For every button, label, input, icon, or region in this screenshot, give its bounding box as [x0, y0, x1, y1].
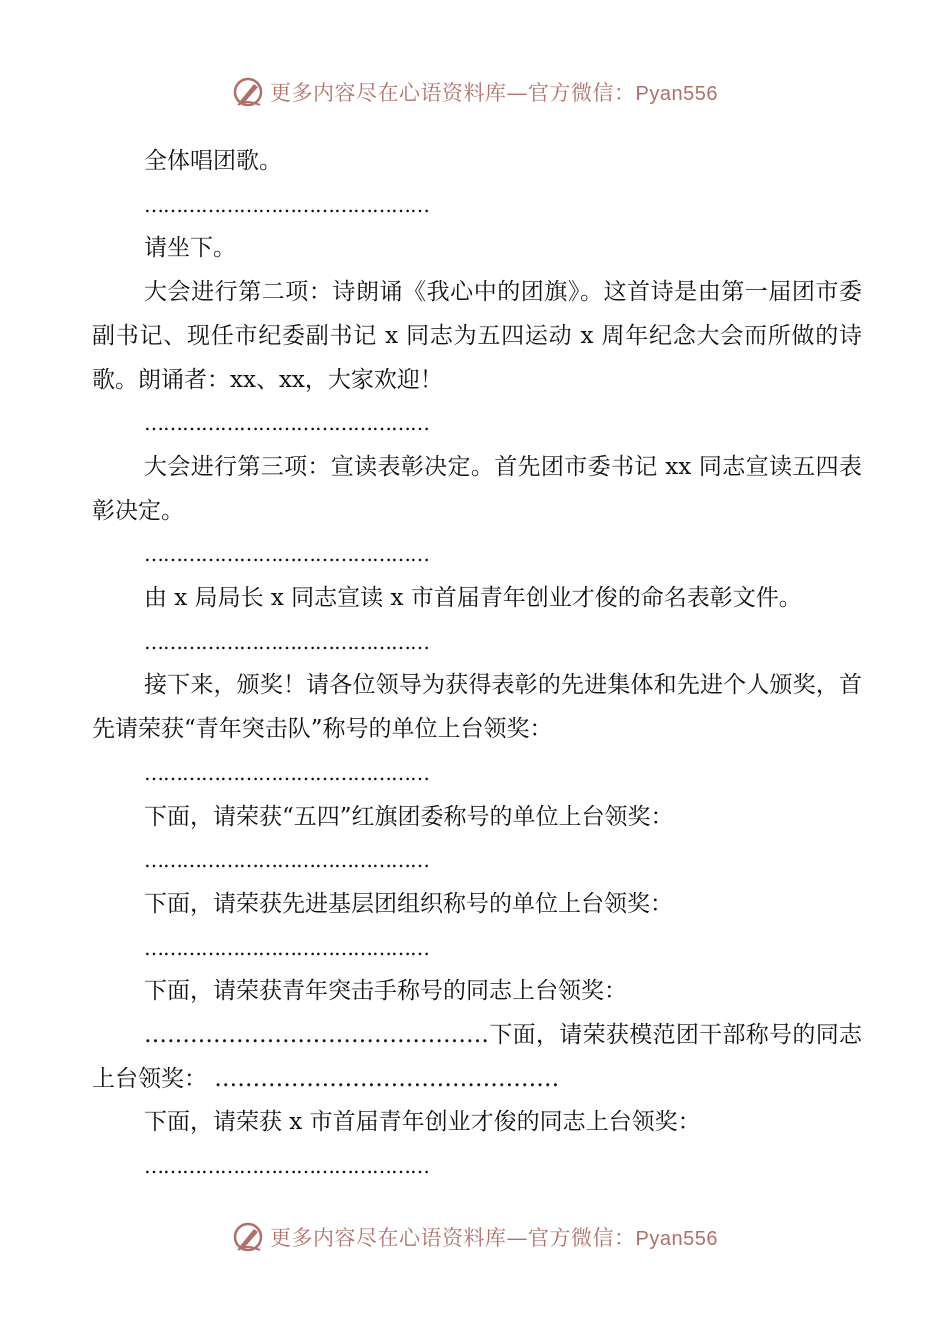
paragraph: 下面，请荣获青年突击手称号的同志上台领奖： — [144, 978, 627, 1005]
pen-logo-icon — [232, 1220, 266, 1254]
paragraph: 下面，请荣获 x 市首届青年创业才俊的同志上台领奖： — [144, 1109, 701, 1136]
paragraph: ………………………………………下面，请荣获模范团干部称号的同志上台领奖： ……………………………………… — [92, 1022, 862, 1092]
footer-watermark — [0, 1217, 950, 1257]
ellipsis-line: ……………………………………… — [144, 192, 429, 217]
ellipsis-line: ……………………………………… — [144, 935, 429, 960]
header-watermark — [0, 72, 950, 112]
paragraph: 请坐下。 — [144, 235, 236, 262]
paragraph: 下面，请荣获先进基层团组织称号的单位上台领奖： — [144, 890, 673, 917]
paragraph: 大会进行第三项：宣读表彰决定。首先团市委书记 xx 同志宣读五四表彰决定。 — [92, 453, 862, 524]
ellipsis-line: ……………………………………… — [144, 848, 429, 873]
pen-logo-icon — [232, 75, 266, 109]
paragraph: 全体唱团歌。 — [144, 148, 282, 174]
paragraph: 大会进行第二项：诗朗诵《我心中的团旗》。这首诗是由第一届团市委副书记、现任市纪委副书记 x 同志为五四运动 x 周年纪念大会而所做的诗歌。朗诵者：xx、xx，大家欢迎！ — [92, 279, 862, 393]
paragraph: 由 x 局局长 x 同志宣读 x 市首届青年创业才俊的命名表彰文件。 — [144, 585, 802, 612]
ellipsis-line: ……………………………………… — [144, 760, 429, 785]
ellipsis-line: ……………………………………… — [144, 1154, 429, 1179]
paragraph: 下面，请荣获“五四”红旗团委称号的单位上台领奖： — [144, 803, 674, 830]
ellipsis-line: ……………………………………… — [144, 411, 429, 436]
watermark-text: 更多内容尽在心语资料库—官方微信：Pyan556 — [270, 81, 718, 105]
ellipsis-line: ……………………………………… — [144, 542, 429, 567]
document-body — [92, 140, 862, 1189]
watermark-text: 更多内容尽在心语资料库—官方微信：Pyan556 — [270, 1226, 718, 1250]
paragraph: 接下来，颁奖！请各位领导为获得表彰的先进集体和先进个人颁奖，首先请荣获“青年突击队”称号的单位上台领奖： — [92, 672, 862, 743]
ellipsis-line: ……………………………………… — [144, 629, 429, 654]
